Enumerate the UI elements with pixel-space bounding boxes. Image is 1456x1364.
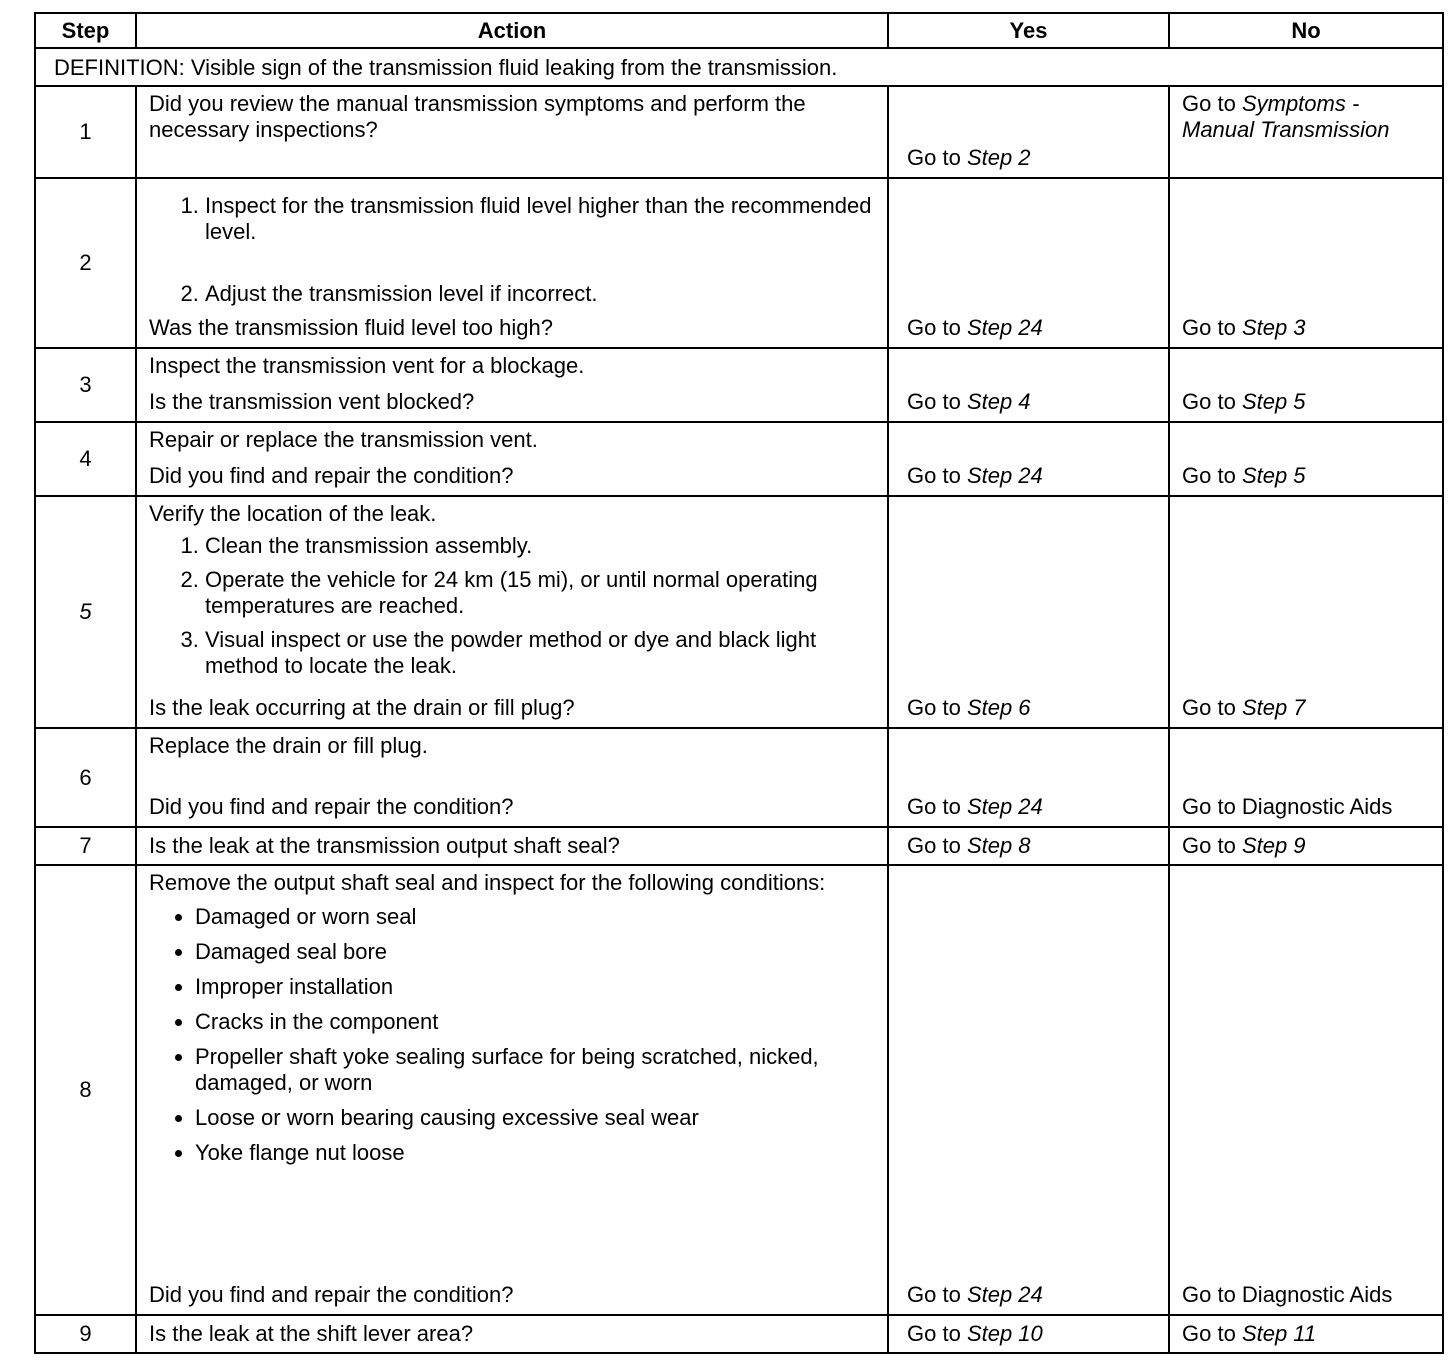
bullet-list — [149, 904, 875, 1166]
list-item: • Yoke flange nut loose — [195, 1140, 875, 1166]
no-cell: Go to Step 5 — [1182, 463, 1306, 488]
list-item: • Loose or worn bearing causing excessive seal wear — [195, 1105, 875, 1131]
yes-cell: Go to Step 2 — [907, 145, 1031, 170]
header-action: Action — [136, 13, 888, 48]
step-link[interactable]: Step 3 — [1241, 315, 1306, 340]
list-item: 2. Adjust the transmission level if incorrect. — [205, 281, 875, 307]
symptoms-link-line2[interactable]: Manual Transmission — [1182, 117, 1390, 142]
table-row — [35, 827, 1443, 865]
yes-cell: Go to Step 4 — [907, 389, 1031, 414]
step-link[interactable]: Step 24 — [966, 315, 1043, 340]
numbered-list — [149, 193, 875, 315]
no-cell: Go to Step 11 — [1182, 1321, 1317, 1346]
action-text: Repair or replace the transmission vent. — [149, 427, 538, 452]
step-number: 6 — [35, 728, 136, 827]
table-row — [35, 496, 1443, 728]
step-link[interactable]: Step 7 — [1241, 695, 1306, 720]
step-link[interactable]: Step 8 — [966, 833, 1031, 858]
yes-cell: Go to Step 24 — [907, 315, 1043, 340]
table-row — [35, 178, 1443, 348]
list-item: • Damaged or worn seal — [195, 904, 875, 930]
header-no: No — [1169, 13, 1443, 48]
list-item: • Damaged seal bore — [195, 939, 875, 965]
definition-text: DEFINITION: Visible sign of the transmission fluid leaking from the transmission. — [35, 48, 1443, 86]
header-yes: Yes — [888, 13, 1169, 48]
no-cell: Go to Step 9 — [1182, 833, 1306, 858]
question-text: Was the transmission fluid level too high? — [149, 315, 553, 340]
question-text: Is the leak occurring at the drain or fill plug? — [149, 695, 575, 720]
step-link[interactable]: Step 2 — [966, 145, 1031, 170]
question-text: Is the leak at the transmission output shaft seal? — [149, 833, 620, 858]
action-text: Verify the location of the leak. — [149, 501, 437, 526]
list-item: 1. Inspect for the transmission fluid level higher than the recommended level. — [205, 193, 875, 245]
no-cell: Go to Step 3 — [1182, 315, 1306, 340]
question-text: Did you find and repair the condition? — [149, 463, 514, 488]
question-text: Is the leak at the shift lever area? — [149, 1321, 474, 1346]
step-link[interactable]: Step 24 — [966, 1282, 1043, 1307]
step-link[interactable]: Step 24 — [966, 794, 1043, 819]
yes-cell: Go to Step 6 — [907, 695, 1031, 720]
action-text: Replace the drain or fill plug. — [149, 733, 428, 758]
action-text: Inspect the transmission vent for a blockage. — [149, 353, 585, 378]
question-text: Did you find and repair the condition? — [149, 1282, 514, 1307]
question-text: Did you find and repair the condition? — [149, 794, 514, 819]
step-link[interactable]: Step 11 — [1241, 1321, 1317, 1346]
step-link[interactable]: Step 24 — [966, 463, 1043, 488]
step-link[interactable]: Step 9 — [1241, 833, 1306, 858]
step-number: 2 — [35, 178, 136, 348]
step-number: 8 — [35, 865, 136, 1315]
list-item: 2. Operate the vehicle for 24 km (15 mi), or until normal operating temperatures are reached. — [205, 567, 875, 619]
no-cell: Go to Step 5 — [1182, 389, 1306, 414]
step-number: 4 — [35, 422, 136, 496]
list-item: • Propeller shaft yoke sealing surface for being scratched, nicked, damaged, or worn — [195, 1044, 875, 1096]
question-text: Is the transmission vent blocked? — [149, 389, 475, 414]
no-cell: Go to Step 7 — [1182, 695, 1306, 720]
list-item: 1. Clean the transmission assembly. — [205, 533, 875, 559]
header-step: Step — [35, 13, 136, 48]
table-row — [35, 86, 1443, 178]
table-row — [35, 1315, 1443, 1353]
list-item: • Cracks in the component — [195, 1009, 875, 1035]
diagnostic-aids-link[interactable]: Go to Diagnostic Aids — [1182, 794, 1393, 819]
definition-row — [35, 48, 1443, 86]
table-row — [35, 348, 1443, 422]
step-number: 1 — [35, 86, 136, 178]
step-number: 9 — [35, 1315, 136, 1353]
step-number: 7 — [35, 827, 136, 865]
list-item: 3. Visual inspect or use the powder method or dye and black light method to locate the leak. — [205, 627, 875, 679]
yes-cell: Go to Step 8 — [907, 833, 1031, 858]
numbered-list — [149, 533, 875, 679]
table-row — [35, 865, 1443, 1315]
step-number: 5 — [35, 496, 136, 728]
action-text: Remove the output shaft seal and inspect for the following conditions: — [149, 870, 826, 895]
step-link[interactable]: Step 4 — [966, 389, 1031, 414]
yes-cell: Go to Step 24 — [907, 794, 1043, 819]
step-number: 3 — [35, 348, 136, 422]
yes-cell: Go to Step 24 — [907, 1282, 1043, 1307]
yes-cell: Go to Step 24 — [907, 463, 1043, 488]
header-row — [35, 13, 1443, 48]
yes-cell: Go to Step 10 — [907, 1321, 1043, 1346]
table-row — [35, 728, 1443, 827]
step-link[interactable]: Step 5 — [1241, 389, 1306, 414]
list-item: • Improper installation — [195, 974, 875, 1000]
diagnostic-table — [34, 12, 1444, 1354]
diagnostic-aids-link[interactable]: Go to Diagnostic Aids — [1182, 1282, 1393, 1307]
table-row — [35, 422, 1443, 496]
symptoms-link[interactable]: Symptoms - — [1241, 91, 1360, 116]
step-link[interactable]: Step 5 — [1241, 463, 1306, 488]
step-link[interactable]: Step 10 — [966, 1321, 1043, 1346]
step-link[interactable]: Step 6 — [966, 695, 1031, 720]
no-cell: Go to Symptoms - Manual Transmission — [1182, 91, 1390, 142]
action-text: Did you review the manual transmission symptoms and perform the necessary inspections? — [149, 91, 806, 142]
